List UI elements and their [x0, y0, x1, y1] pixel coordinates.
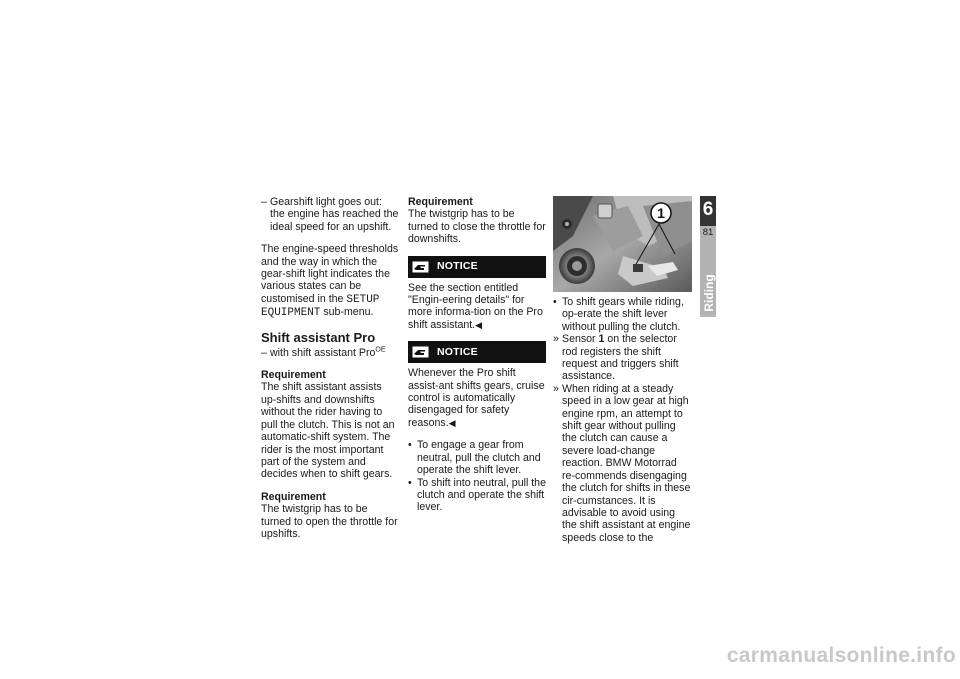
result-marker: »: [553, 382, 559, 395]
requirement-text: The twistgrip has to be turned to open the throttle for upshifts.: [261, 503, 398, 540]
photo-illustration: [553, 196, 692, 292]
pointing-hand-icon: [412, 345, 429, 359]
list-item-text: To engage a gear from neutral, pull the clutch and operate the shift lever.: [417, 439, 541, 477]
requirement-text: The twistgrip has to be turned to close the throttle for downshifts.: [408, 208, 546, 246]
bullet-marker: •: [408, 476, 412, 489]
notice-label: NOTICE: [437, 346, 478, 359]
requirement-text: The shift assistant assists up-shifts and downshifts without the rider having to pull the clutch. This is not an automatic-shift system. The rider is the most important part of the system and decides when to shift gears.: [261, 381, 395, 481]
option-equipment: [261, 347, 399, 359]
list-item-text: To shift gears while riding, op-erate the shift lever without pulling the clutch.: [562, 296, 684, 333]
page-number: 81: [702, 227, 714, 238]
sensor-number: 1: [598, 333, 605, 346]
dash-list-item: [261, 196, 399, 233]
result-text: When riding at a steady speed in a low gear at high engine rpm, an attempt to shift gear without pulling the clutch can cause a severe load-change reaction. BMW Motorrad re-commends disengaging the clutch for shifts in these cir-cumstances. It is advisable to avoid using the shift assistant at engine speeds close to the: [562, 382, 691, 544]
menu-name: SETUP EQUIPMENT: [261, 293, 380, 320]
watermark: carmanualsonline.info: [726, 644, 956, 667]
dash-marker: –: [261, 346, 267, 359]
bullet-marker: •: [553, 296, 557, 308]
result-text-post: on the selector rod registers the shift request and triggers shift assistance.: [562, 333, 679, 383]
requirement-heading: Requirement: [408, 196, 473, 208]
section-label-text: Riding: [702, 274, 716, 312]
paragraph-text-end: sub-menu.: [320, 306, 374, 319]
dash-item-text: Gearshift light goes out: the engine has reached the ideal speed for an upshift.: [270, 196, 399, 233]
result-item: [553, 333, 692, 383]
notice-label: NOTICE: [437, 260, 478, 273]
list-item-text: To shift into neutral, pull the clutch and operate the shift lever.: [417, 476, 546, 514]
notice-body: See the section entitled "Engin-eering details" for more informa-tion on the Pro shift assistant.: [408, 281, 543, 331]
pointing-hand-icon: [412, 260, 429, 274]
column-2: [408, 196, 546, 514]
result-item: [553, 383, 692, 544]
notice-text: [408, 282, 546, 332]
result-text-pre: Sensor: [562, 333, 599, 346]
section-label: [701, 269, 717, 317]
notice-banner: [408, 341, 546, 363]
option-superscript: OE: [375, 346, 386, 354]
paragraph-text: The engine-speed thresholds and the way in which the gear-shift light indicates the various states can be customised in the: [261, 243, 399, 305]
list-item: [408, 439, 546, 476]
notice-body: Whenever the Pro shift assist-ant shifts gears, cruise control is automatically disengaged for safety reasons.: [408, 367, 545, 429]
list-item: [553, 296, 692, 333]
dash-marker: –: [261, 196, 267, 208]
notice-banner: [408, 256, 546, 278]
column-1: [261, 196, 399, 550]
shift-sensor-photo: [553, 196, 692, 292]
section-heading: Shift assistant Pro: [261, 329, 376, 345]
option-text: with shift assistant Pro: [270, 346, 376, 359]
column-3: [553, 196, 692, 544]
requirement-heading: Requirement: [261, 369, 326, 382]
end-marker: ◀: [448, 417, 456, 428]
notice-text: [408, 367, 546, 429]
bullet-marker: •: [408, 439, 412, 452]
list-item: [408, 477, 546, 514]
bullet-list: [408, 439, 546, 513]
action-list: [553, 296, 692, 544]
chapter-number: 6: [702, 199, 714, 220]
end-marker: ◀: [475, 319, 483, 330]
threshold-paragraph: [261, 243, 399, 319]
requirement-heading: Requirement: [261, 490, 326, 503]
photo-callout-label: 1: [657, 205, 665, 221]
result-marker: »: [553, 333, 559, 346]
